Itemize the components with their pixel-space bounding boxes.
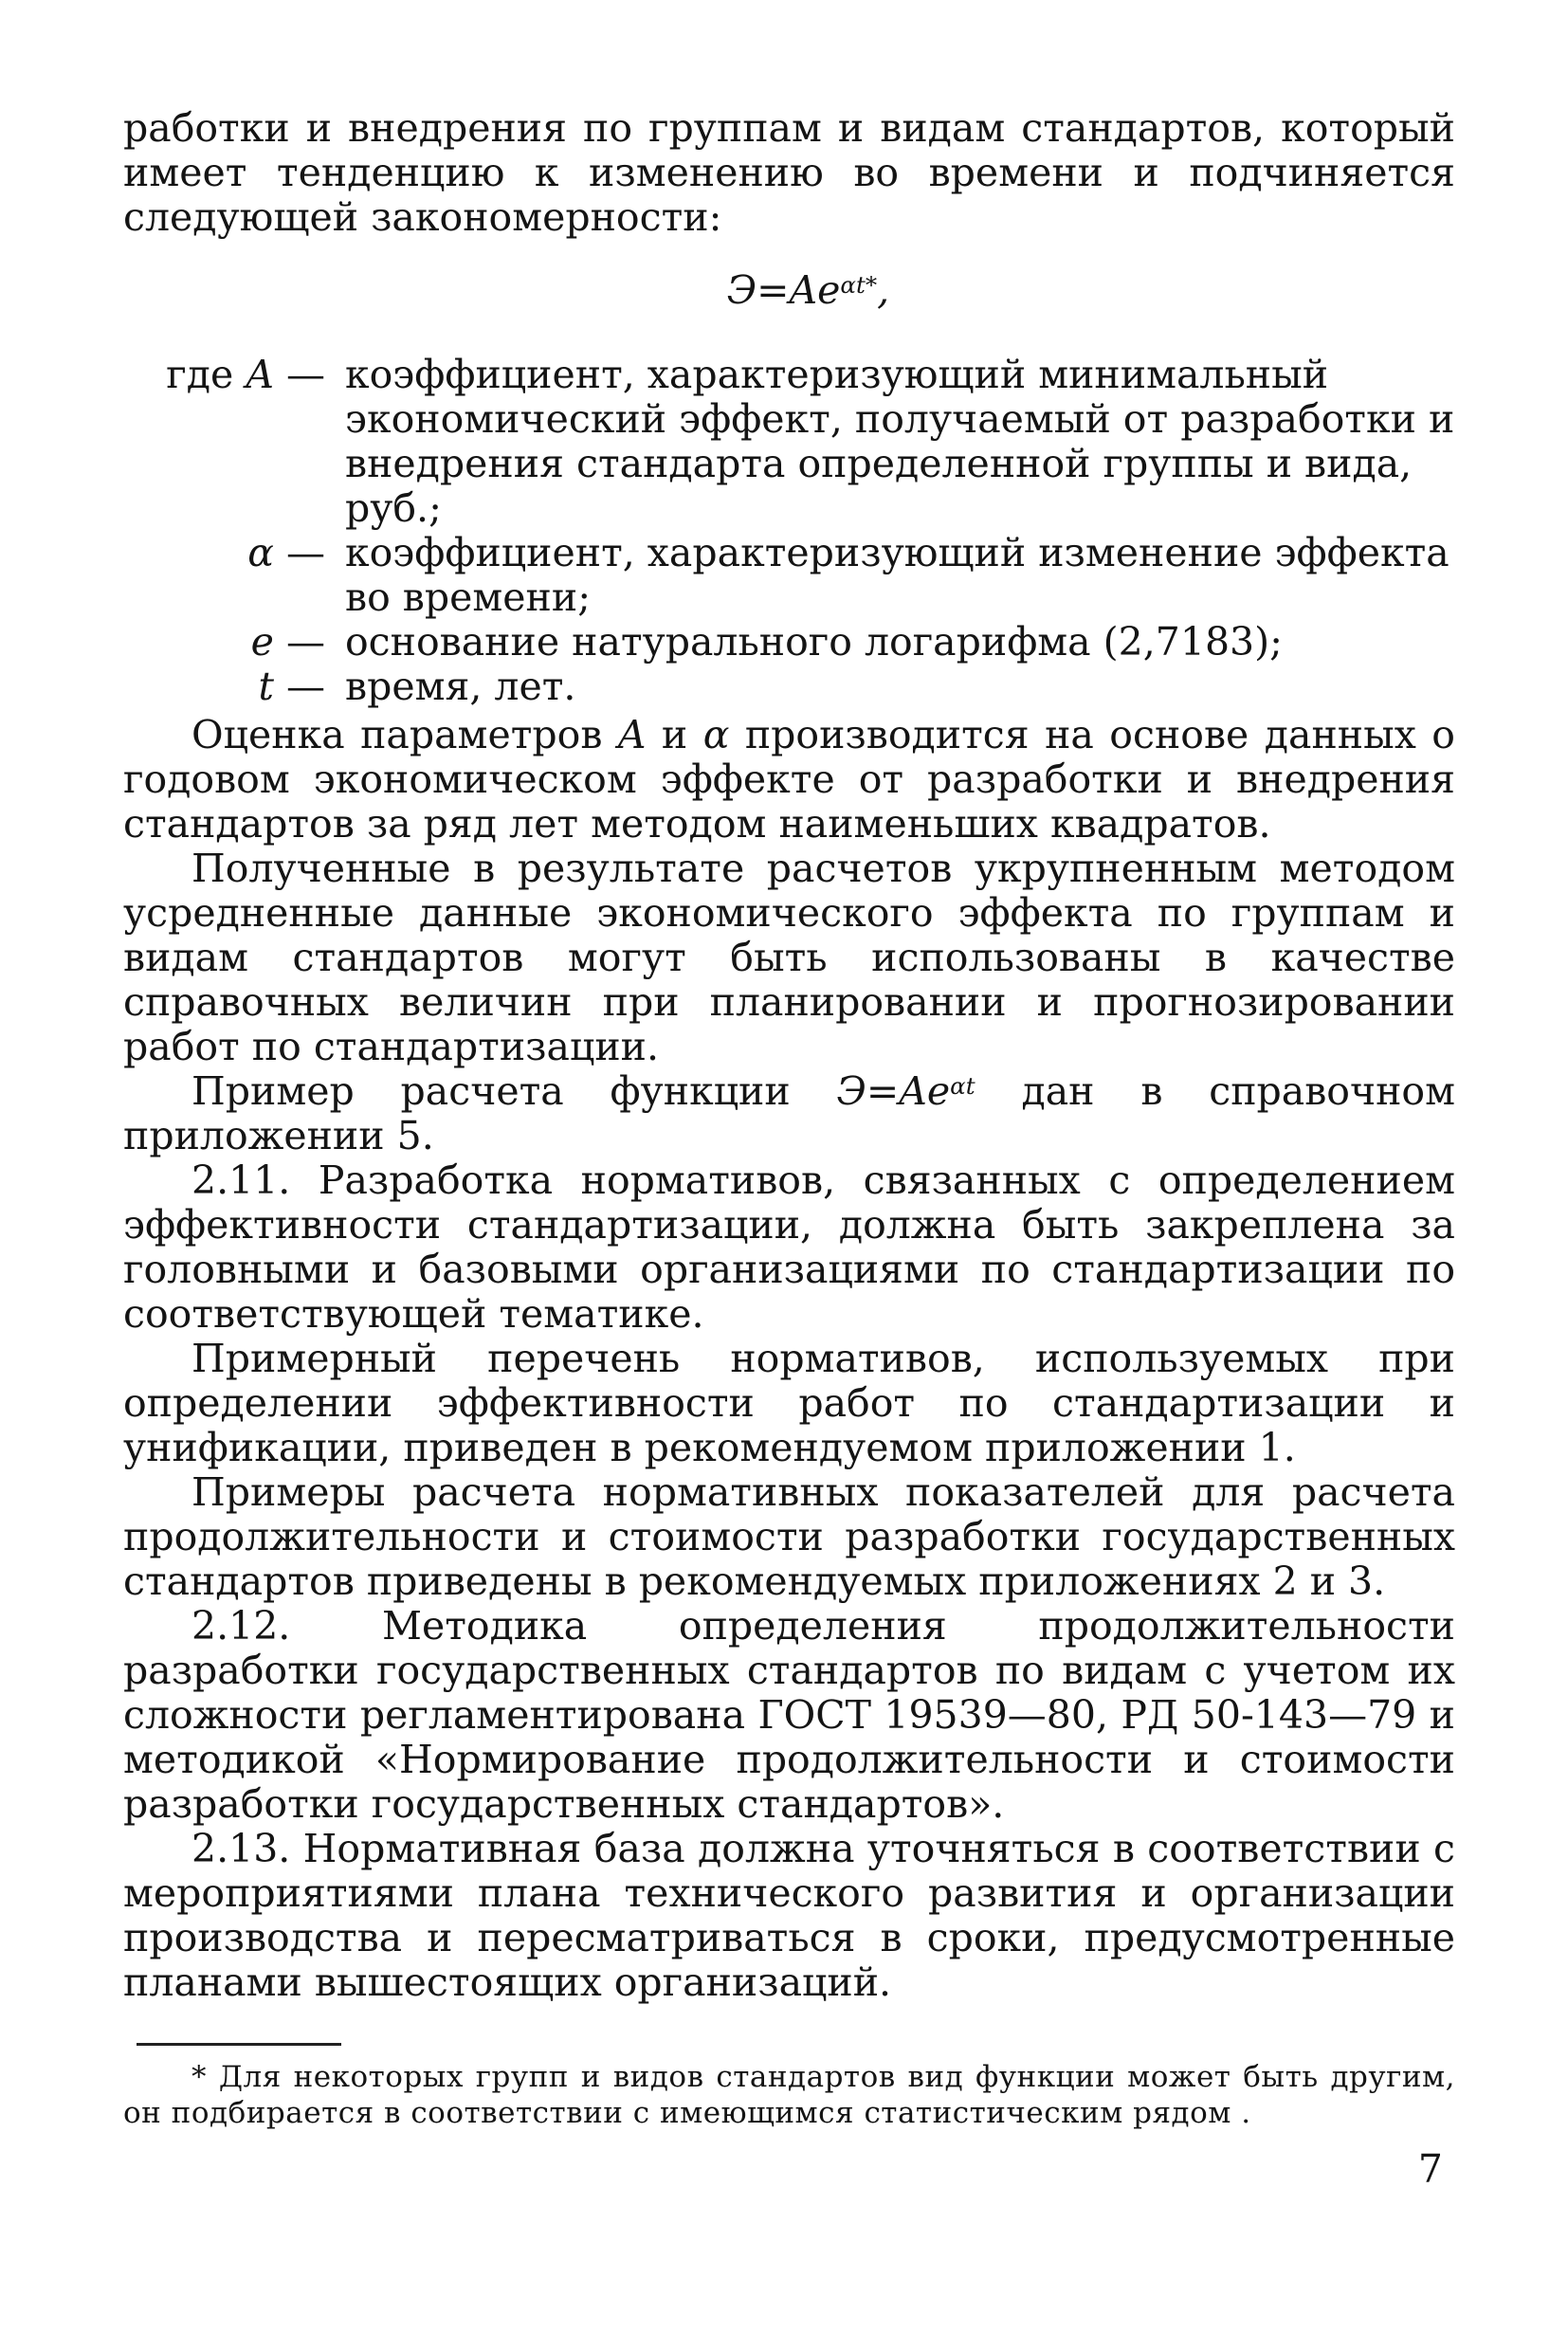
- section-2-11-paragraph: 2.11. Разработка нормативов, связанных с определением эффективности стандартизации, должна быть закреплена за головными и базовыми организациями по стандартизации по соответствующей тематике.: [123, 1157, 1455, 1337]
- definition-symbol: A: [246, 352, 274, 397]
- definition-dash: —: [273, 619, 337, 665]
- formula-tail: ,: [877, 267, 890, 313]
- definition-dash: —: [273, 530, 337, 575]
- intro-paragraph: работки и внедрения по группам и видам стандартов, который имеет тенденцию к изменению во времени и подчиняется следующей закономерности:: [123, 105, 1455, 240]
- definition-where: где: [166, 352, 246, 397]
- definition-symbol: α: [247, 530, 274, 575]
- definition-item: [123, 531, 1455, 620]
- definition-text: коэффициент, характеризующий минимальный экономический эффект, получаемый от разработки и внедрения стандарта определенной группы и вида, руб.;: [345, 352, 1455, 531]
- definition-symbol: e: [250, 619, 274, 665]
- list-paragraph: Примерный перечень нормативов, используемых при определении эффективности работ по стандартизации и унификации, приведен в рекомендуемом приложении 1.: [123, 1336, 1455, 1470]
- page-number: 7: [1417, 2146, 1443, 2192]
- footnote: * Для некоторых групп и видов стандартов вид функции может быть другим, он подбирается в соответствии с имеющимся статистическим рядом .: [123, 2060, 1455, 2130]
- footnote-divider: [137, 2043, 341, 2046]
- inline-formula: $Э=Ae^{\alpha t}$: [836, 1068, 975, 1114]
- examples-paragraph: Примеры расчета нормативных показателей для расчета продолжительности и стоимости разработки государственных стандартов приведены в рекомендуемых приложениях 2 и 3.: [123, 1469, 1455, 1604]
- estimation-paragraph: Оценка параметров A и α производится на основе данных о годовом экономическом эффекте от разработки и внедрения стандартов за ряд лет методом наименьших квадратов.: [123, 712, 1455, 847]
- symbol-alpha: α: [702, 712, 730, 757]
- definition-dash: —: [273, 664, 337, 709]
- definition-item: [123, 620, 1455, 665]
- main-formula: [123, 268, 1455, 313]
- formula-exponent: αt*: [840, 270, 878, 299]
- definition-text: основание натурального логарифма (2,7183);: [345, 619, 1283, 665]
- formula-base: Э=Ae: [726, 267, 841, 313]
- definition-text: коэффициент, характеризующий изменение эффекта во времени;: [345, 530, 1449, 620]
- definition-symbol: t: [258, 664, 274, 709]
- definitions-list: [123, 353, 1455, 709]
- section-2-12-paragraph: 2.12. Методика определения продолжительности разработки государственных стандартов по видам с учетом их сложности регламентирована ГОСТ 19539—80, РД 50-143—79 и методикой «Нормирование продолжительности и стоимости разработки государственных стандартов».: [123, 1603, 1455, 1827]
- symbol-a: A: [617, 712, 647, 757]
- definition-item: [123, 665, 1455, 709]
- definition-item: [123, 353, 1455, 531]
- page-content: [123, 106, 1455, 2131]
- definition-dash: —: [273, 352, 337, 397]
- results-paragraph: Полученные в результате расчетов укрупненным методом усредненные данные экономического эффекта по группам и видам стандартов могут быть использованы в качестве справочных величин при планировании и прогнозировании работ по стандартизации.: [123, 846, 1455, 1069]
- definition-text: время, лет.: [345, 664, 576, 709]
- example-paragraph: Пример расчета функции $Э=Ae^{\alpha t}$ дан в справочном приложении 5.: [123, 1068, 1455, 1158]
- section-2-13-paragraph: 2.13. Нормативная база должна уточняться в соответствии с мероприятиями плана технического развития и организации производства и пересматриваться в сроки, предусмотренные планами вышестоящих организаций.: [123, 1826, 1455, 2005]
